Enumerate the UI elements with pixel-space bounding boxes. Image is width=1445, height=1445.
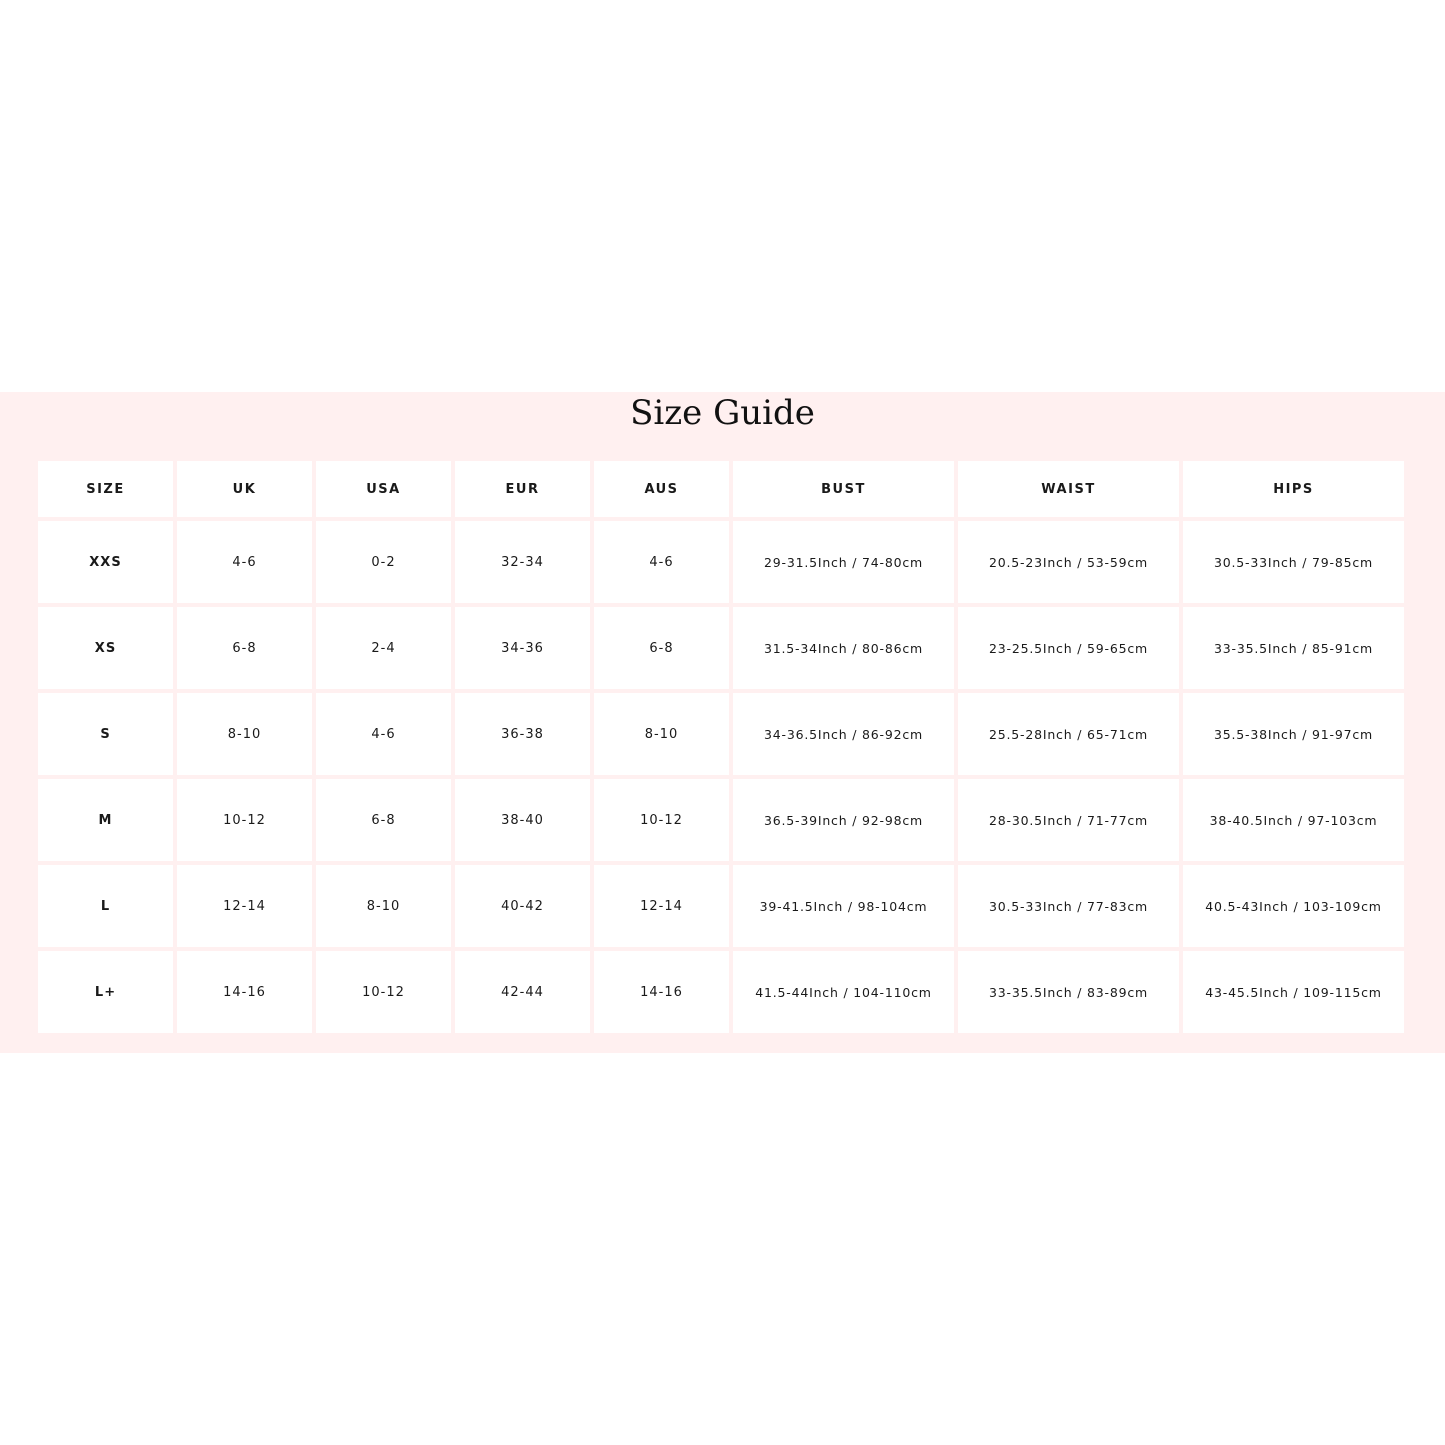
table-cell-aus: 10-12 xyxy=(594,779,729,861)
table-cell-size: XXS xyxy=(38,521,173,603)
table-cell-waist: 28-30.5Inch / 71-77cm xyxy=(958,779,1179,861)
table-cell-aus: 14-16 xyxy=(594,951,729,1033)
table-cell-waist: 20.5-23Inch / 53-59cm xyxy=(958,521,1179,603)
table-cell-hips: 33-35.5Inch / 85-91cm xyxy=(1183,607,1404,689)
table-cell-uk: 8-10 xyxy=(177,693,312,775)
table-cell-usa: 8-10 xyxy=(316,865,451,947)
table-cell-hips: 30.5-33Inch / 79-85cm xyxy=(1183,521,1404,603)
table-cell-aus: 12-14 xyxy=(594,865,729,947)
table-cell-bust: 39-41.5Inch / 98-104cm xyxy=(733,865,954,947)
header-hips: HIPS xyxy=(1183,461,1404,517)
table-cell-uk: 4-6 xyxy=(177,521,312,603)
table-cell-usa: 4-6 xyxy=(316,693,451,775)
table-cell-uk: 6-8 xyxy=(177,607,312,689)
table-cell-bust: 29-31.5Inch / 74-80cm xyxy=(733,521,954,603)
table-cell-eur: 42-44 xyxy=(455,951,590,1033)
table-cell-eur: 36-38 xyxy=(455,693,590,775)
table-cell-bust: 41.5-44Inch / 104-110cm xyxy=(733,951,954,1033)
page-title: Size Guide xyxy=(630,393,815,433)
size-table xyxy=(38,461,1404,1033)
table-cell-aus: 6-8 xyxy=(594,607,729,689)
table-cell-uk: 10-12 xyxy=(177,779,312,861)
table-cell-eur: 40-42 xyxy=(455,865,590,947)
table-cell-bust: 34-36.5Inch / 86-92cm xyxy=(733,693,954,775)
table-cell-hips: 43-45.5Inch / 109-115cm xyxy=(1183,951,1404,1033)
table-cell-waist: 33-35.5Inch / 83-89cm xyxy=(958,951,1179,1033)
table-cell-size: M xyxy=(38,779,173,861)
table-cell-size: L+ xyxy=(38,951,173,1033)
header-aus: AUS xyxy=(594,461,729,517)
table-cell-size: XS xyxy=(38,607,173,689)
table-cell-eur: 32-34 xyxy=(455,521,590,603)
table-cell-usa: 2-4 xyxy=(316,607,451,689)
table-cell-hips: 40.5-43Inch / 103-109cm xyxy=(1183,865,1404,947)
table-cell-uk: 12-14 xyxy=(177,865,312,947)
table-cell-bust: 36.5-39Inch / 92-98cm xyxy=(733,779,954,861)
table-cell-eur: 38-40 xyxy=(455,779,590,861)
header-bust: BUST xyxy=(733,461,954,517)
table-cell-aus: 8-10 xyxy=(594,693,729,775)
table-cell-hips: 38-40.5Inch / 97-103cm xyxy=(1183,779,1404,861)
table-cell-uk: 14-16 xyxy=(177,951,312,1033)
header-eur: EUR xyxy=(455,461,590,517)
header-usa: USA xyxy=(316,461,451,517)
table-cell-bust: 31.5-34Inch / 80-86cm xyxy=(733,607,954,689)
table-cell-size: S xyxy=(38,693,173,775)
table-cell-usa: 0-2 xyxy=(316,521,451,603)
header-size: SIZE xyxy=(38,461,173,517)
table-cell-size: L xyxy=(38,865,173,947)
header-waist: WAIST xyxy=(958,461,1179,517)
table-cell-aus: 4-6 xyxy=(594,521,729,603)
header-uk: UK xyxy=(177,461,312,517)
table-cell-usa: 10-12 xyxy=(316,951,451,1033)
table-cell-hips: 35.5-38Inch / 91-97cm xyxy=(1183,693,1404,775)
table-cell-waist: 30.5-33Inch / 77-83cm xyxy=(958,865,1179,947)
table-cell-usa: 6-8 xyxy=(316,779,451,861)
table-cell-eur: 34-36 xyxy=(455,607,590,689)
table-cell-waist: 25.5-28Inch / 65-71cm xyxy=(958,693,1179,775)
table-cell-waist: 23-25.5Inch / 59-65cm xyxy=(958,607,1179,689)
